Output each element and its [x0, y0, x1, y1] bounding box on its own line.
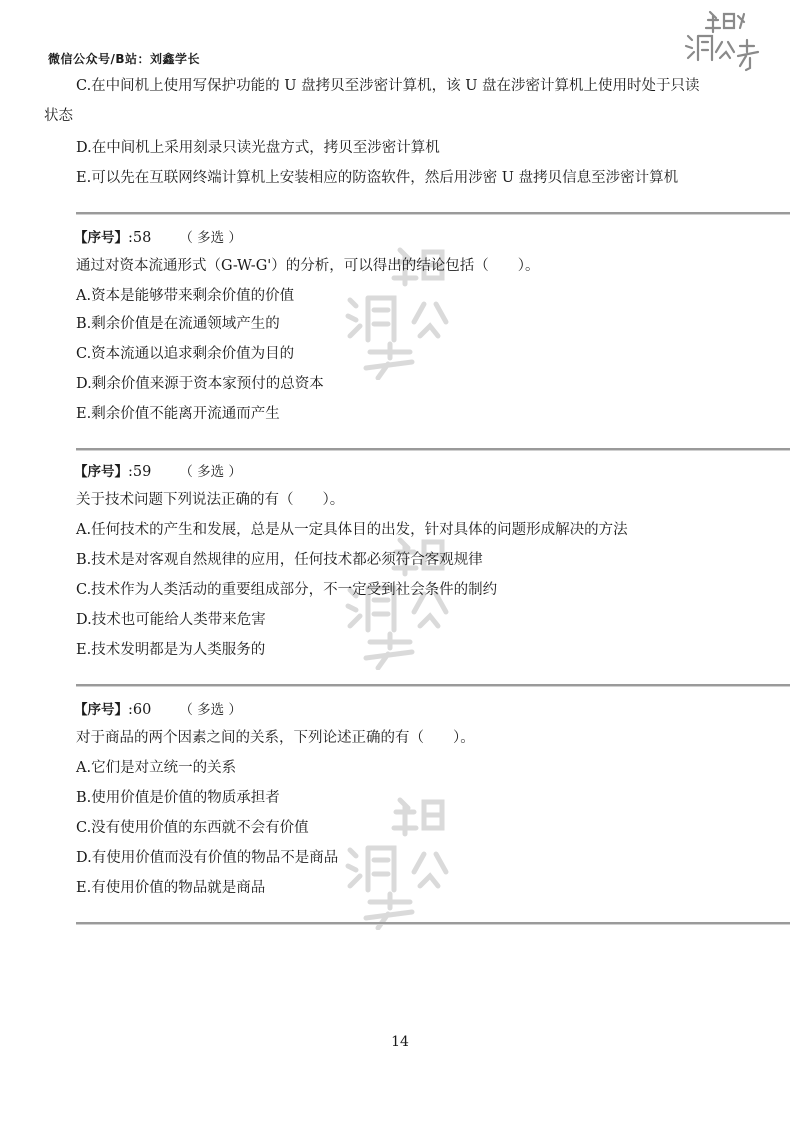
option-text: E.剩余价值不能离开流通而产生: [76, 406, 280, 422]
option-text: C.技术作为人类活动的重要组成部分，不一定受到社会条件的制约: [76, 582, 498, 598]
option-text: E.技术发明都是为人类服务的: [76, 642, 266, 658]
option-text: C.没有使用价值的东西就不会有价值: [76, 820, 309, 836]
question-tag: 【序号】: [74, 464, 128, 480]
section-divider: [76, 684, 790, 687]
question-stem: 对于商品的两个因素之间的关系，下列论述正确的有（ ）。: [76, 730, 475, 746]
question-number: :60: [128, 702, 152, 718]
option-text: B.使用价值是价值的物质承担者: [76, 790, 280, 806]
option-text: A.它们是对立统一的关系: [76, 760, 237, 776]
section-divider: [76, 212, 790, 215]
question-type: （ 多选 ）: [179, 230, 242, 246]
section-divider: [76, 922, 790, 925]
option-text: C.在中间机上使用写保护功能的 U 盘拷贝至涉密计算机，该 U 盘在涉密计算机上使用时处于只读: [76, 78, 700, 94]
question-number: :59: [128, 464, 152, 480]
option-text: 状态: [44, 108, 73, 124]
option-text: A.资本是能够带来剩余价值的价值: [76, 288, 295, 304]
option-text: B.技术是对客观自然规律的应用，任何技术都必须符合客观规律: [76, 552, 483, 568]
option-text: D.有使用价值而没有价值的物品不是商品: [76, 850, 339, 866]
logo-seal: [678, 6, 768, 76]
question-tag: 【序号】: [74, 230, 128, 246]
option-text: D.剩余价值来源于资本家预付的总资本: [76, 376, 324, 392]
option-text: E.有使用价值的物品就是商品: [76, 880, 266, 896]
question-stem: 关于技术问题下列说法正确的有（ ）。: [76, 492, 345, 508]
header-note: 微信公众号/B站：刘鑫学长: [48, 52, 201, 66]
option-text: D.技术也可能给人类带来危害: [76, 612, 266, 628]
option-text: C.资本流通以追求剩余价值为目的: [76, 346, 295, 362]
page-number: 14: [391, 1034, 409, 1050]
question-header: [74, 700, 242, 720]
question-header: [74, 228, 242, 248]
option-text: D.在中间机上采用刻录只读光盘方式，拷贝至涉密计算机: [76, 140, 440, 156]
option-text: E.可以先在互联网终端计算机上安装相应的防盗软件，然后用涉密 U 盘拷贝信息至涉密计算机: [76, 170, 679, 186]
question-header: [74, 462, 242, 482]
question-tag: 【序号】: [74, 702, 128, 718]
question-type: （ 多选 ）: [179, 702, 242, 718]
option-text: A.任何技术的产生和发展，总是从一定具体目的出发，针对具体的问题形成解决的方法: [76, 522, 628, 538]
question-type: （ 多选 ）: [179, 464, 242, 480]
watermark-graphic: [340, 790, 480, 930]
section-divider: [76, 448, 790, 451]
question-number: :58: [128, 230, 152, 246]
question-stem: 通过对资本流通形式（G-W-G'）的分析，可以得出的结论包括（ ）。: [76, 258, 540, 274]
option-text: B.剩余价值是在流通领域产生的: [76, 316, 280, 332]
